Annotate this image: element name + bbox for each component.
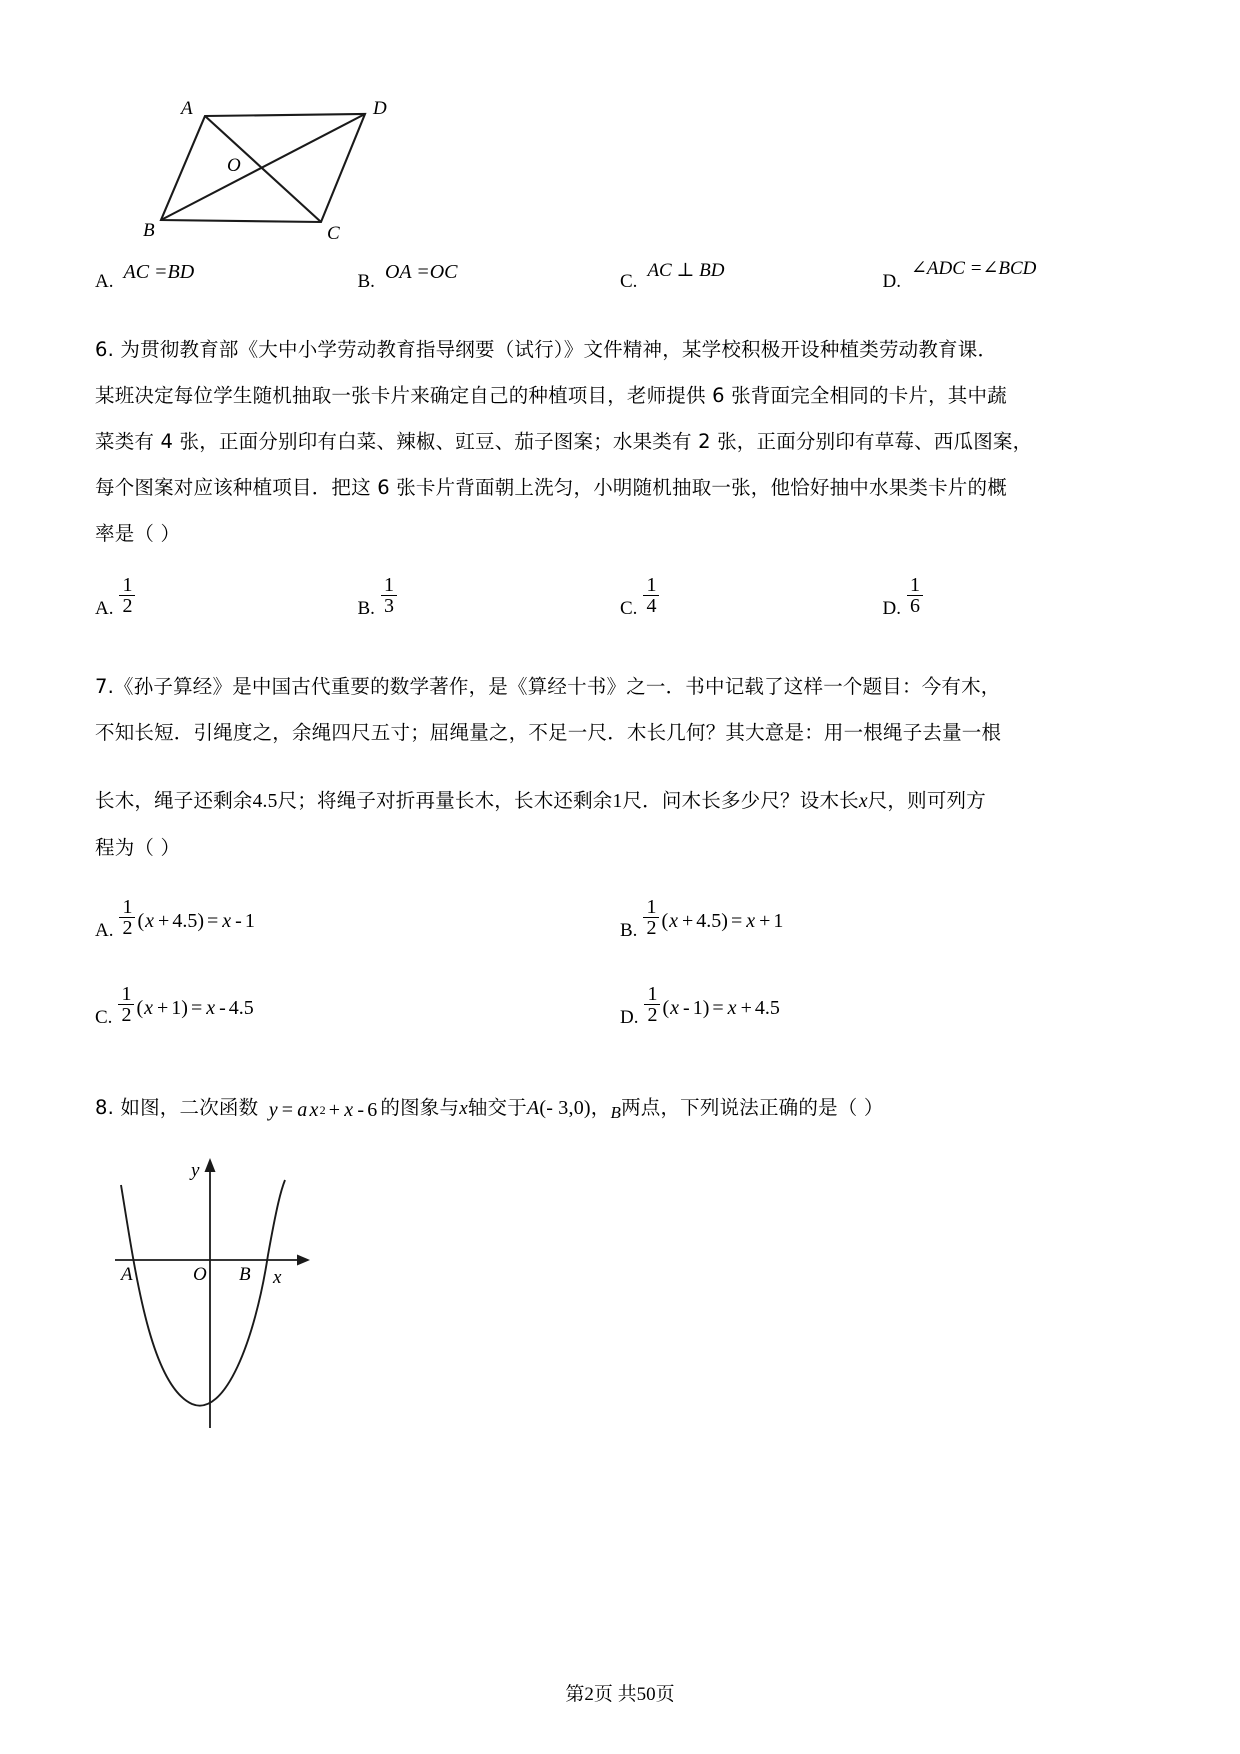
question7-option-c[interactable] [95,983,620,1029]
function-equals: = [281,1099,294,1121]
question5-option-c[interactable] [620,260,883,293]
fraction-numerator: 1 [646,896,657,918]
question5-option-d[interactable] [882,258,1146,293]
question5-option-b[interactable] [357,261,621,293]
parallelogram-figure [143,98,403,248]
question6-option-c[interactable] [620,574,883,620]
option-label: B. [357,598,375,619]
variable: x [669,910,678,932]
fraction-denominator: 4 [643,595,659,616]
function-x-linear: x [344,1099,354,1121]
question7-value-remaining-rope: 4.5 [252,791,278,812]
y-axis-label: y [191,1160,200,1181]
option-fraction [643,575,659,616]
option-text: AC ⊥ BD [647,260,725,281]
footer-total-pages: 50 [636,1684,656,1705]
lparen: ( [136,997,144,1019]
fraction-numerator: 1 [909,574,920,596]
equals: = [207,910,219,932]
question8-function-expression [268,1087,378,1133]
fraction-denominator: 2 [118,1004,134,1025]
variable-rhs: x [222,910,232,932]
option-label: A. [95,271,114,292]
footer-suffix: 页 [655,1684,675,1705]
x-axis-label: x [273,1267,282,1288]
question8-tail: 两点，下列说法正确的是（ ） [621,1096,884,1119]
question8-body [95,1085,1145,1132]
constant: 1 [171,997,182,1019]
question8-point-a: A [526,1097,540,1119]
question5-options-row [95,258,1145,293]
question8-lead: 8. 如图，二次函数 [95,1096,259,1119]
option-fraction [381,575,397,616]
option-fraction [119,575,135,616]
equation-fraction [118,984,134,1025]
question7-variable-x: x [858,791,868,812]
question7-line3-part-d: 尺，则可列方 [867,789,986,812]
option-label: C. [95,1007,113,1028]
option-text: OA =OC [384,261,458,283]
option-equation [641,896,784,942]
option-text: AC =BD [123,261,195,283]
x-axis-arrow [297,1255,310,1266]
fraction-numerator: 1 [122,896,133,918]
footer-middle: 页 共 [593,1684,637,1705]
option-label: D. [882,271,901,292]
question6-line-1: 6. 为贯彻教育部《大中小学劳动教育指导纲要（试行）》文件精神，某学校积极开设种植类劳动教育课． [95,338,998,361]
question7-line-1: 7.《孙子算经》是中国古代重要的数学著作，是《算经十书》之一．书中记载了这样一个题目：今有木， [95,675,1001,698]
lparen: ( [661,910,669,932]
question7-line3-part-c: 尺．问木长多少尺？设木长 [622,789,859,812]
question6-line-4: 每个图案对应该种植项目．把这 6 张卡片背面朝上洗匀，小明随机抽取一张，他恰好抽中水果类卡片的概 [95,476,1007,499]
question8-line-1 [95,1085,1145,1132]
question7-line3-part-b: 尺；将绳子对折再量长木，长木还剩余 [277,789,613,812]
fraction-denominator: 2 [119,595,135,616]
constant: 4.5 [696,910,722,932]
parabola-curve [121,1180,285,1406]
fraction-numerator: 1 [121,983,132,1005]
plus-operator: + [328,1099,341,1121]
fraction-numerator: 1 [383,574,394,596]
constant-rhs: 4.5 [754,997,780,1019]
equation-fraction [643,897,659,938]
point-label-b: B [239,1264,251,1285]
page-footer [0,1679,1240,1706]
function-y: y [268,1099,278,1121]
equals: = [712,997,724,1019]
constant: 1 [692,997,703,1019]
constant-6: 6 [367,1099,378,1121]
minus-operator: - [357,1099,365,1121]
operator-rhs: - [235,910,242,932]
variable: x [145,910,155,932]
rparen: ) [702,997,710,1019]
question8-point-b: B [610,1103,622,1122]
question7-line3-part-a: 长木，绳子还剩余 [95,789,253,812]
equals: = [730,910,743,932]
option-label: A. [95,920,114,941]
variable-rhs: x [727,997,737,1019]
constant-rhs: 1 [244,910,255,932]
operator: + [157,997,169,1019]
constant-rhs: 1 [773,910,784,932]
question8-mid-1: 的图象与 [380,1096,460,1119]
question6-line-5: 率是（ ） [95,522,181,545]
question7-line-2: 不知长短．引绳度之，余绳四尺五寸；屈绳量之，不足一尺．木长几何？其大意是：用一根绳子去量一根 [95,721,1002,744]
option-label: C. [620,271,638,292]
exponent-2: 2 [319,1103,326,1117]
parabola-svg [105,1150,345,1450]
question7-body [95,664,1145,871]
operator: + [158,910,170,932]
question7-option-d[interactable] [620,983,1145,1029]
vertex-label-d: D [373,98,387,119]
constant: 4.5 [172,910,198,932]
diagonal-ac [205,116,321,222]
equals: = [190,997,203,1019]
question7-option-a[interactable] [95,896,620,942]
question8-axis-variable: x [459,1098,468,1119]
rparen: ) [721,910,728,932]
fraction-denominator: 2 [643,917,659,938]
option-fraction [907,575,923,616]
fraction-numerator: 1 [647,983,658,1005]
center-label-o: O [227,155,241,176]
question7-line-4: 程为（ ） [95,836,181,859]
question7-options-row-2 [95,983,1145,1029]
question8-point-a-coords: (- 3,0) [539,1097,591,1119]
operator-rhs: + [759,910,771,932]
question7-options-row-1 [95,896,1145,942]
option-equation [642,983,780,1029]
operator: + [682,910,694,932]
operator-rhs: - [219,997,226,1019]
fraction-denominator: 3 [381,595,397,616]
vertex-label-b: B [143,220,155,241]
vertex-label-c: C [327,223,340,244]
option-equation [117,896,255,942]
variable: x [144,997,153,1019]
vertex-label-a: A [181,98,193,119]
y-axis-arrow [205,1158,216,1172]
question6-option-d[interactable] [882,574,1146,620]
lparen: ( [662,997,670,1019]
variable-rhs: x [206,997,216,1019]
question6-line-2: 某班决定每位学生随机抽取一张卡片来确定自己的种植项目，老师提供 6 张背面完全相同的卡片，其中蔬 [95,384,1007,407]
fraction-denominator: 2 [119,917,135,938]
option-equation [116,983,254,1029]
option-label: B. [357,271,375,292]
question6-options-row [95,574,1145,620]
rparen: ) [197,910,204,932]
question6-line-3: 菜类有 4 张，正面分别印有白菜、辣椒、豇豆、茄子图案；水果类有 2 张，正面分别印有草莓、西瓜图案， [95,430,1033,453]
fraction-denominator: 2 [644,1004,660,1025]
origin-label-o: O [193,1264,207,1285]
question5-option-a[interactable] [95,261,358,293]
rparen: ) [181,997,188,1019]
fraction-numerator: 1 [646,574,657,596]
option-label: D. [882,598,901,619]
question8-comma: ， [590,1096,611,1119]
coefficient-a: a [297,1099,308,1121]
variable-rhs: x [746,910,756,932]
footer-current-page: 2 [584,1684,594,1705]
option-label: B. [620,920,638,941]
question6-body [95,327,1145,557]
equation-fraction [644,984,660,1025]
question6-option-b[interactable] [357,574,621,620]
fraction-denominator: 6 [907,595,923,616]
question7-line-3 [95,778,1145,825]
footer-prefix: 第 [565,1684,585,1705]
function-x-squared: x [309,1099,319,1121]
option-label: C. [620,598,638,619]
operator: - [683,997,690,1019]
variable: x [670,997,680,1019]
option-label: D. [620,1007,639,1028]
lparen: ( [137,910,145,932]
diagonal-bd [161,114,365,220]
parabola-figure [105,1150,345,1450]
question7-value-remaining-wood: 1 [612,791,623,812]
fraction-numerator: 1 [122,574,133,596]
question8-mid-2: 轴交于 [467,1096,527,1119]
equation-fraction [119,897,135,938]
option-text: ∠ADC =∠BCD [910,258,1037,279]
constant-rhs: 4.5 [228,997,254,1019]
option-label: A. [95,598,114,619]
point-label-a: A [121,1264,133,1285]
parallelogram-svg [143,98,403,248]
question6-option-a[interactable] [95,574,358,620]
question7-option-b[interactable] [620,896,1145,942]
operator-rhs: + [740,997,752,1019]
